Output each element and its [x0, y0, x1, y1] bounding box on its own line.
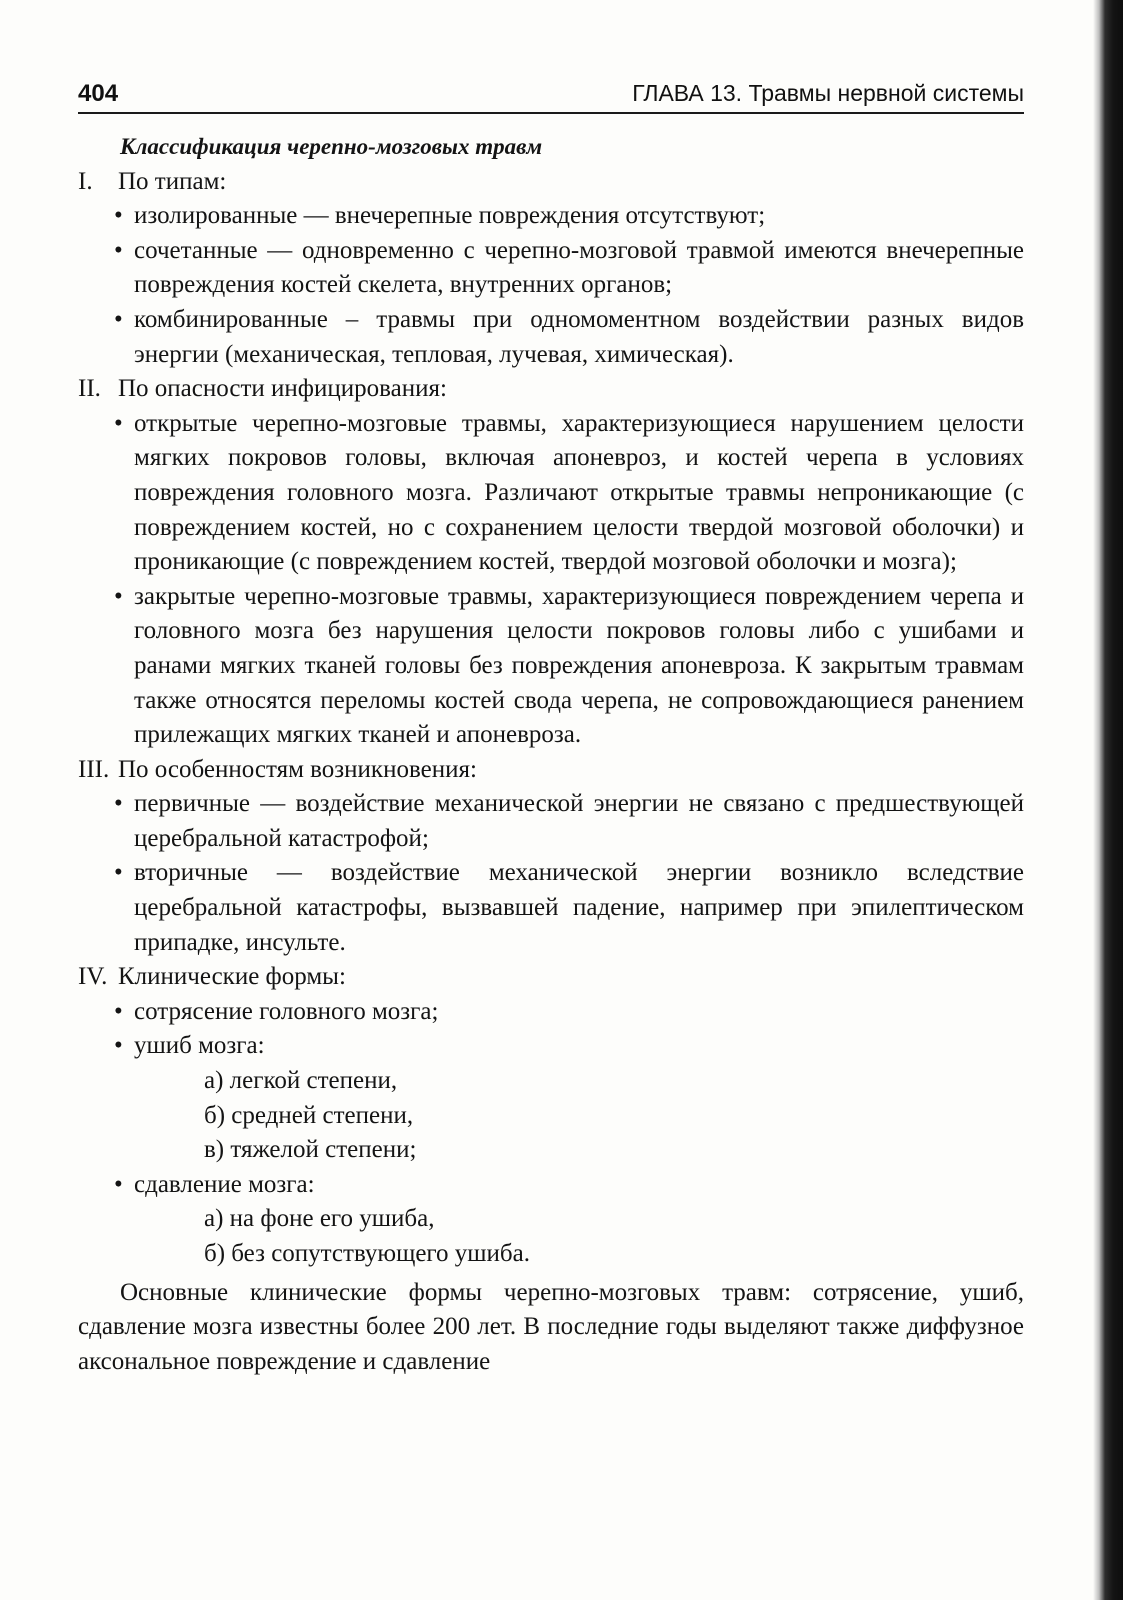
group-heading [78, 372, 1024, 407]
list-item-text: сдавление мозга: [134, 1170, 315, 1198]
list-item [78, 856, 1024, 960]
group-number: I. [78, 167, 93, 195]
bullet-list [78, 407, 1024, 753]
classification-group [78, 753, 1024, 961]
list-item [78, 303, 1024, 372]
list-item [78, 1029, 1024, 1167]
sub-list-item: в) тяжелой степени; [204, 1136, 417, 1164]
list-item-text: первичные — воздействие механической энергии не связано с предшествующей церебральной катастрофой; [134, 790, 1024, 852]
group-number: IV. [78, 963, 108, 991]
running-header [78, 78, 1024, 114]
group-title: Клинические формы: [118, 963, 346, 991]
group-heading [78, 753, 1024, 788]
list-item-text: ушиб мозга: [134, 1032, 265, 1060]
page-number: 404 [78, 80, 119, 107]
sub-list-item: б) без сопутствующего ушиба. [204, 1240, 530, 1267]
bullet-icon: • [114, 997, 123, 1025]
group-number: III. [78, 755, 110, 783]
group-heading [78, 960, 1024, 995]
list-item-text: комбинированные – травмы при одномоментном воздействии разных видов энергии (механическая, тепловая, лучевая, химическая). [134, 305, 1024, 368]
sub-list [134, 1202, 1024, 1271]
bullet-icon: • [114, 305, 123, 333]
bullet-icon: • [114, 409, 123, 437]
bullet-icon: • [114, 236, 123, 264]
group-number: II. [78, 375, 101, 403]
group-heading [78, 165, 1024, 200]
list-item [78, 199, 1024, 234]
list-item-text: открытые черепно-мозговые травмы, характеризующиеся нарушением целости мягких покровов головы, включая апоневроз, и костей черепа в условиях повреждения головного мозга. Различают открытые травмы непроникающие (с повреждением костей, но с сохранением целости твердой мозговой оболочки) и проникающие (с повреждением костей, твердой мозговой оболочки и мозга); [134, 409, 1024, 576]
group-title: По особенностям возникновения: [118, 755, 477, 783]
classification-group [78, 960, 1024, 1271]
bullet-list [78, 995, 1024, 1272]
bullet-list [78, 787, 1024, 960]
bullet-icon: • [114, 1170, 123, 1198]
classification-list [78, 165, 1024, 1272]
page-content [78, 130, 1024, 1379]
list-item [78, 407, 1024, 580]
bullet-list [78, 199, 1024, 372]
list-item [78, 580, 1024, 753]
group-title: По опасности инфицирования: [118, 375, 447, 403]
list-item-text: закрытые черепно-мозговые травмы, характеризующиеся повреждением черепа и головного мозга без нарушения целости покровов головы либо с ушибами и ранами мягких тканей головы без повреждения апоневроза. К закрытым травмам также относятся переломы костей свода черепа, не сопровождающиеся ранением прилежащих мягких тканей и апоневроза. [134, 582, 1024, 749]
list-item-text: вторичные — воздействие механической энергии возникло вследствие церебральной катастрофы, вызвавшей падение, например при эпилептическом припадке, инсульте. [134, 859, 1024, 956]
section-title: Классификация черепно-мозговых травм [120, 134, 543, 159]
sub-list-item: б) средней степени, [204, 1101, 414, 1129]
list-item-text: сотрясение головного мозга; [134, 997, 439, 1025]
body-paragraph: Основные клинические формы черепно-мозговых травм: сотрясение, ушиб, сдавление мозга известны более 200 лет. В последние годы выделяют также диффузное аксональное повреждение и сдавление [78, 1278, 1024, 1375]
bullet-icon: • [114, 1032, 123, 1060]
classification-group [78, 372, 1024, 753]
bullet-icon: • [114, 790, 123, 818]
list-item [78, 1168, 1024, 1272]
list-item-text: изолированные — внечерепные повреждения отсутствуют; [134, 202, 766, 230]
list-item [78, 234, 1024, 303]
classification-group [78, 165, 1024, 373]
group-title: По типам: [118, 167, 227, 195]
list-item [78, 787, 1024, 856]
bullet-icon: • [114, 202, 123, 230]
bullet-icon: • [114, 582, 123, 610]
bullet-icon: • [114, 859, 123, 887]
chapter-title: ГЛАВА 13. Травмы нервной системы [632, 80, 1024, 106]
sub-list-item: а) легкой степени, [204, 1067, 398, 1095]
sub-list-item: а) на фоне его ушиба, [204, 1205, 435, 1233]
sub-list [134, 1064, 1024, 1168]
list-item-text: сочетанные — одновременно с черепно-мозговой травмой имеются внечерепные повреждения костей скелета, внутренних органов; [134, 236, 1024, 299]
list-item [78, 995, 1024, 1030]
scan-page-edge [1093, 0, 1123, 1600]
